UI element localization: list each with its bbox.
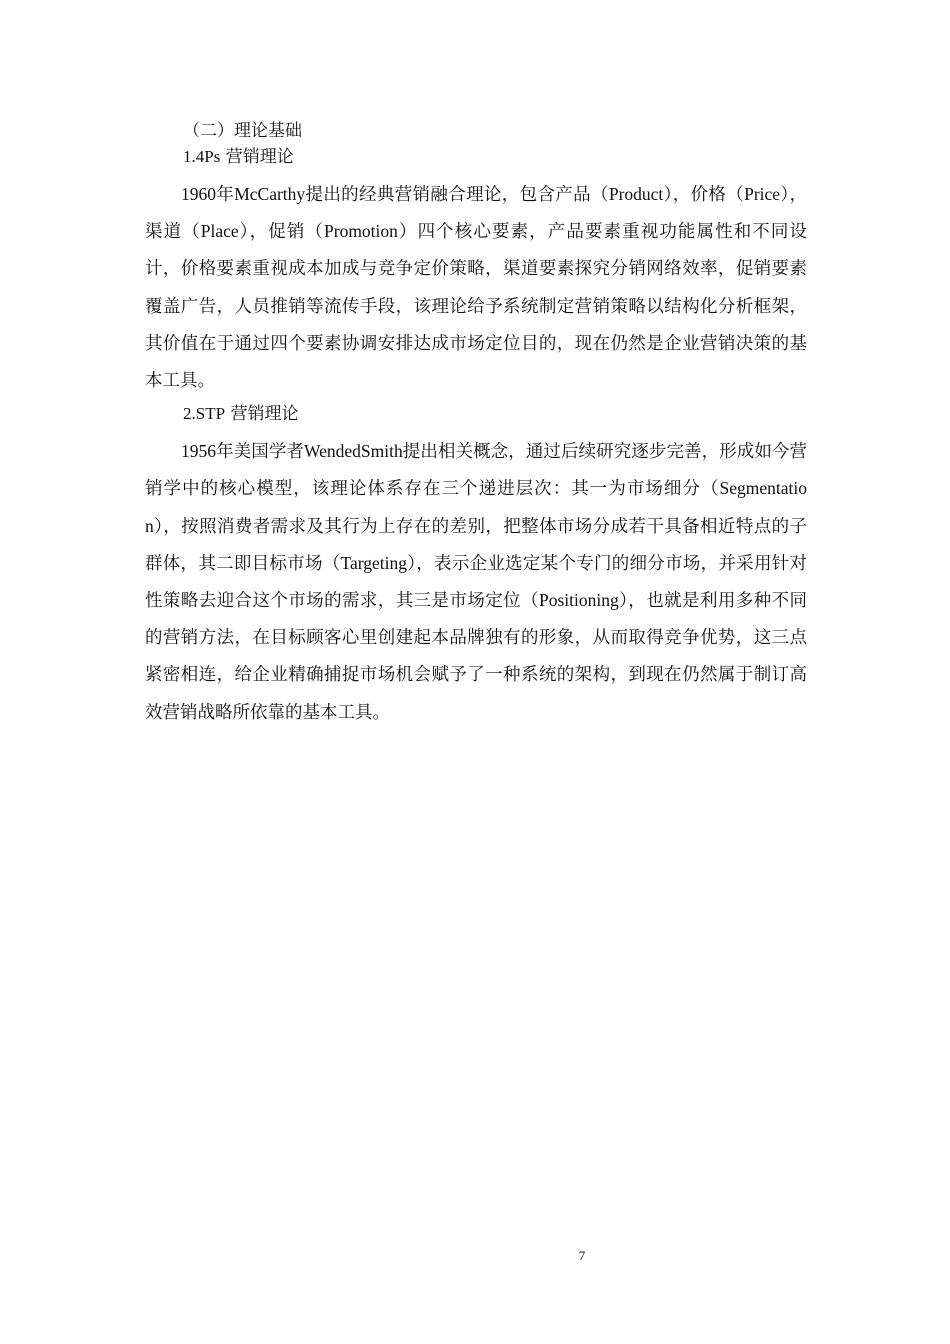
paragraph-stp: 1956年美国学者WendedSmith提出相关概念，通过后续研究逐步完善，形成如今营销学中的核心模型，该理论体系存在三个递进层次：其一为市场细分（Segmentation），按照消费者需求及其行为上存在的差别，把整体市场分成若干具备相近特点的子群体，其二即目标市场（Targeting），表示企业选定某个专门的细分市场，并采用针对性策略去迎合这个市场的需求，其三是市场定位（Positioning），也就是利用多种不同的营销方法，在目标顾客心里创建起本品牌独有的形象，从而取得竞争优势，这三点紧密相连，给企业精确捕捉市场机会赋予了一种系统的架构，到现在仍然属于制订高效营销战略所依靠的基本工具。 [145,441,807,722]
subsection-heading-4ps [145,144,807,170]
subsection-title: 营销理论 [225,404,299,425]
section-heading: （二）理论基础 [183,121,302,141]
subsection-number: 1.4Ps [183,147,221,166]
paragraph-4ps: 1960年McCarthy提出的经典营销融合理论，包含产品（Product），价格（Price），渠道（Place），促销（Promotion）四个核心要素，产品要素重视功能属性和不同设计，价格要素重视成本加成与竞争定价策略，渠道要素探究分销网络效率，促销要素覆盖广告，人员推销等流传手段，该理论给予系统制定营销策略以结构化分析框架，其价值在于通过四个要素协调安排达成市场定位目的，现在仍然是企业营销决策的基本工具。 [145,184,807,391]
subsection-title: 营销理论 [220,147,294,167]
page-number: 7 [578,1248,586,1263]
page-body [145,118,807,733]
subsection-heading-stp [145,401,807,427]
subsection-number: 2.STP [183,404,226,424]
